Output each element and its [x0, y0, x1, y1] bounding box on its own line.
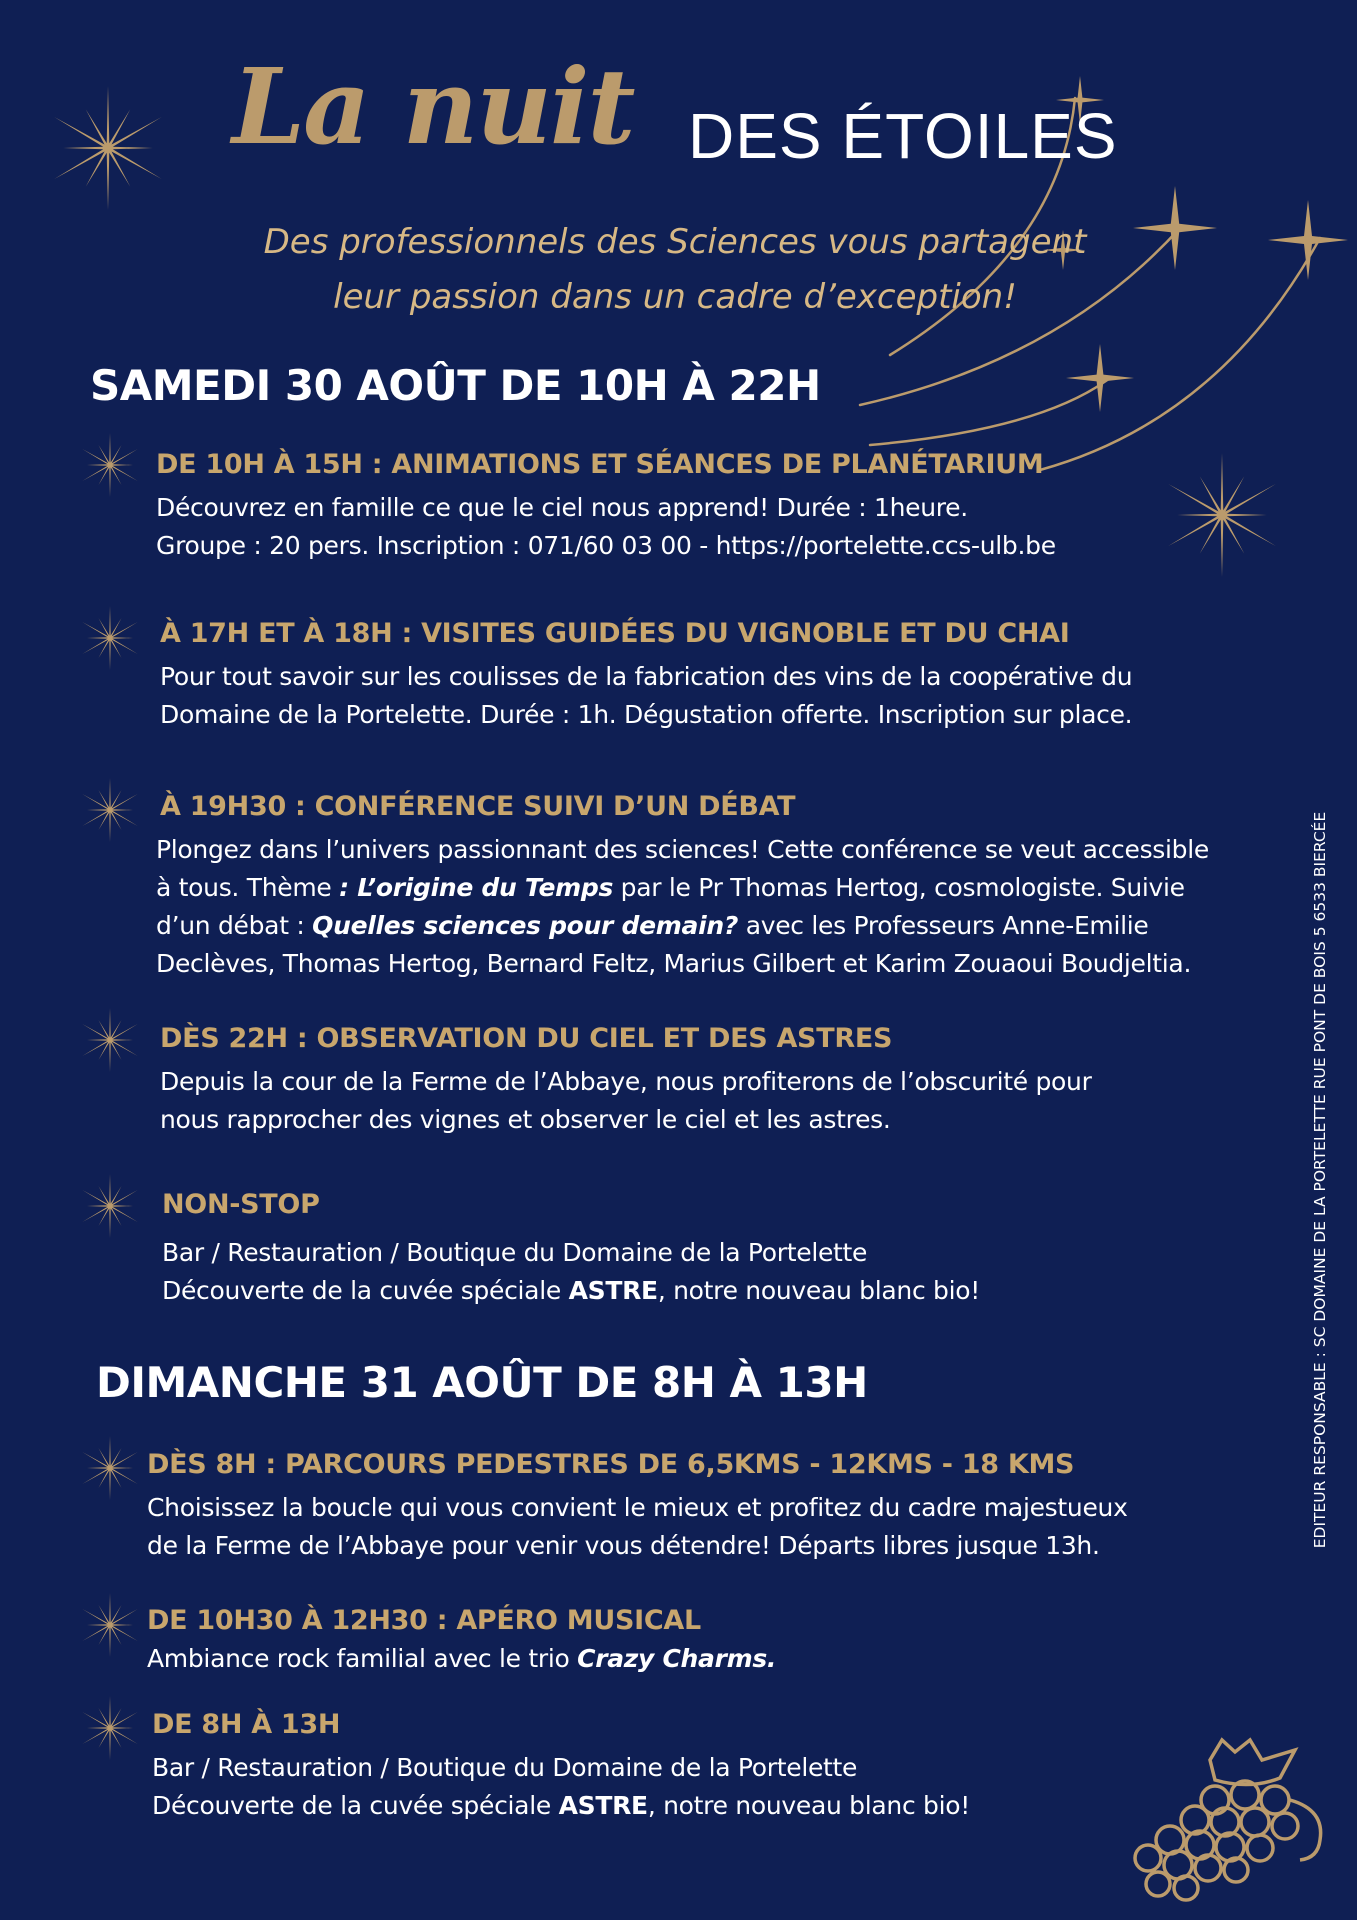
event-description: Choisissez la boucle qui vous convient le mieux et profitez du cadre majestueux de la Ferme de l’Abbaye pour venir vous détendre! Départs libres jusque 13h.	[147, 1493, 1128, 1560]
star-icon	[54, 86, 161, 210]
event-title: À 17H ET À 18H : VISITES GUIDÉES DU VIGNOBLE ET DU CHAI	[160, 618, 1070, 649]
bullet-star-icon	[82, 1174, 137, 1238]
event-bar	[152, 1706, 970, 1825]
event-title: DÈS 8H : PARCOURS PEDESTRES DE 6,5KMS - 12KMS - 18 KMS	[147, 1449, 1075, 1480]
event-description: Bar / Restauration / Boutique du Domaine de la Portelette Découverte de la cuvée spéciale ASTRE, notre nouveau blanc bio!	[162, 1238, 980, 1305]
bullet-star-icon	[82, 1593, 137, 1657]
event-description: Depuis la cour de la Ferme de l’Abbaye, nous profiterons de l’obscurité pour nous rapprocher des vignes et observer le ciel et les astres.	[160, 1067, 1092, 1134]
cuvee-name: ASTRE	[568, 1276, 658, 1305]
bullet-star-icon	[82, 433, 137, 497]
event-description: Ambiance rock familial avec le trio Crazy Charms.	[147, 1644, 777, 1673]
theme-title: : L’origine du Temps	[339, 873, 614, 902]
grape-icon	[1135, 1740, 1321, 1900]
event-title: DE 10H À 15H : ANIMATIONS ET SÉANCES DE PLANÉTARIUM	[156, 449, 1044, 480]
subtitle	[200, 215, 1150, 325]
bullet-star-icon	[82, 1436, 137, 1500]
bullet-star-icon	[82, 606, 137, 670]
bullet-star-icon	[82, 1008, 137, 1072]
subtitle-line: Des professionnels des Sciences vous partagent	[263, 222, 1087, 262]
event-apero	[147, 1602, 776, 1678]
event-title: À 19H30 : CONFÉRENCE SUIVI D’UN DÉBAT	[160, 791, 796, 822]
sunday-heading: DIMANCHE 31 AOÛT DE 8H À 13H	[96, 1358, 868, 1407]
event-title: DE 8H À 13H	[152, 1709, 341, 1740]
star-icon	[1168, 453, 1275, 577]
star-icon	[1066, 344, 1134, 412]
event-conference	[156, 788, 1209, 983]
star-icon	[1268, 200, 1348, 280]
cuvee-name: ASTRE	[558, 1791, 648, 1820]
event-description: Plongez dans l’univers passionnant des sciences! Cette conférence se veut accessible à tous. Thème : L’origine du Temps par le Pr Thomas Hertog, cosmologiste. Suivie d’un débat : Quelles sciences pour demain? avec les Professeurs Anne-Emilie Declèves, Thomas Hertog, Bernard Feltz, Marius Gilbert et Karim Zouaoui Boudjeltia.	[156, 835, 1209, 978]
event-title: DE 10H30 À 12H30 : APÉRO MUSICAL	[147, 1605, 701, 1636]
event-description: Bar / Restauration / Boutique du Domaine de la Portelette Découverte de la cuvée spéciale ASTRE, notre nouveau blanc bio!	[152, 1753, 970, 1820]
title-caps: DES ÉTOILES	[688, 100, 1118, 172]
subtitle-line: leur passion dans un cadre d’exception!	[333, 277, 1017, 317]
event-description: Découvrez en famille ce que le ciel nous apprend! Durée : 1heure. Groupe : 20 pers. Inscription : 071/60 03 00 - https://portelette.ccs-ulb.be	[156, 493, 1056, 560]
title-script: La nuit	[232, 45, 634, 168]
debate-title: Quelles sciences pour demain?	[312, 911, 739, 940]
editor-responsible: EDITEUR RESPONSABLE : SC DOMAINE DE LA PORTELETTE RUE PONT DE BOIS 5 6533 BIERCÉE	[1311, 811, 1329, 1549]
saturday-heading: SAMEDI 30 AOÛT DE 10H À 22H	[90, 361, 821, 410]
event-non-stop	[162, 1186, 980, 1310]
event-title: DÈS 22H : OBSERVATION DU CIEL ET DES ASTRES	[160, 1023, 893, 1054]
event-title: NON-STOP	[162, 1189, 320, 1220]
band-name: Crazy Charms.	[577, 1644, 777, 1673]
event-guided-tours	[160, 615, 1132, 734]
event-planetarium	[156, 446, 1056, 565]
bullet-star-icon	[82, 1696, 137, 1760]
bullet-star-icon	[82, 778, 137, 842]
event-hiking	[147, 1446, 1128, 1565]
event-observation	[160, 1020, 1092, 1139]
event-description: Pour tout savoir sur les coulisses de la fabrication des vins de la coopérative du Domaine de la Portelette. Durée : 1h. Dégustation offerte. Inscription sur place.	[160, 662, 1133, 729]
